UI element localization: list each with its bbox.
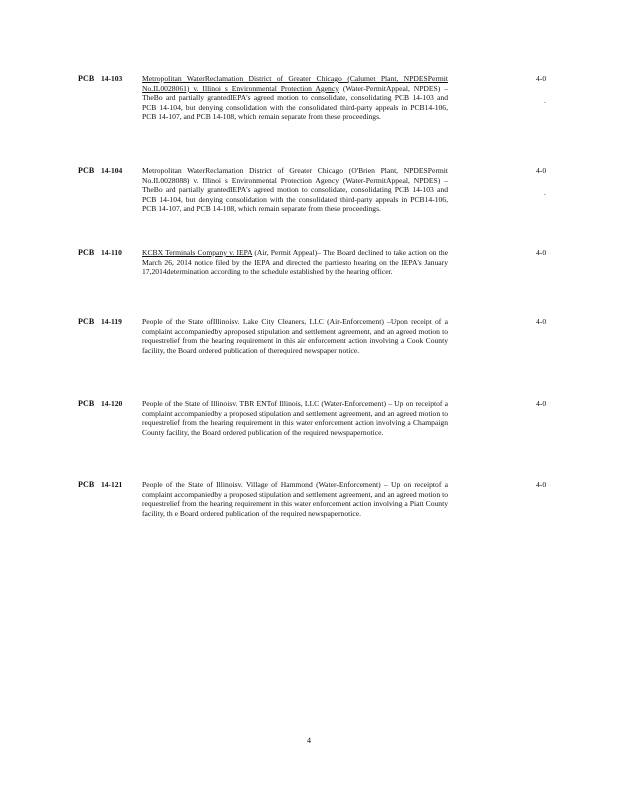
case-description-block	[142, 480, 448, 518]
case-description-block	[142, 74, 448, 122]
vote-mark: .	[544, 97, 546, 105]
case-description: (Water-PermitAppeal, NPDES) –TheBo ard partially grantedIEPA's agreed motion to consolidate, consolidating PCB 14-103 and PCB 14-104, but denying consolidation with the consolidated third-party appeals in PCB14-106, PCB 14-107, and PCB 14-108, which remain separate from these proceedings.	[142, 175, 448, 214]
vote-tally: 4-0	[536, 399, 547, 408]
vote-tally: 4-0	[536, 317, 547, 326]
case-number: 14-120	[101, 399, 123, 408]
case-caption: People of the State of Illinoisv. Village of Hammond	[142, 480, 313, 489]
case-description-block	[142, 166, 448, 214]
vote-tally: 4-0	[536, 480, 547, 489]
case-number: 14-119	[101, 317, 122, 326]
case-caption: Metropolitan WaterReclamation District of Greater Chicago (Calumet Plant, NPDESPermit No.IL0028061) v. Illinoi s Environmental Protection Agency	[142, 74, 448, 93]
case-description: (Air, Permit Appeal)– The Board declined to take action on the March 26, 2014 notice filed by the IEPA and directed the partiesto hearing on the IEPA's January 17,2014determination according to the schedule established by the hearing officer.	[142, 248, 448, 277]
case-description: (Water-Enforcement) – Up on receiptof a complaint accompaniedby a proposed stipulation and settlement agreement, and an agreed motion to requestrelief from the hearing requirement in this water enforcement action involving a Champaign County facility, the Board ordered publication of the required newspapernotice.	[142, 399, 448, 437]
case-description: (Air-Enforcement) –Upon receipt of a complaint accompaniedby aproposed stipulation and settlement agreement, and an agreed motion to requestrelief from the hearing requirement in this air enforcement action involving a Cook County facility, the Board ordered publication of therequired newspaper notice.	[142, 317, 448, 355]
case-prefix: PCB	[78, 248, 95, 257]
case-description-block	[142, 248, 448, 277]
case-caption: Metropolitan WaterReclamation District of Greater Chicago (O'Brien Plant, NPDESPermit No.IL0028088) v. Illinoi s Environmental Protection Agency	[142, 166, 448, 185]
case-description-block	[142, 399, 448, 437]
case-description: (Water-PermitAppeal, NPDES) –TheBo ard partially grantedIEPA's agreed motion to consolidate, consolidating PCB 14-103 and PCB 14-104, but denying consolidation with the consolidated third-party appeals in PCB14-106, PCB 14-107, and PCB 14-108, which remain separate from these proceedings.	[142, 83, 448, 122]
vote-tally: 4-0	[536, 166, 547, 175]
vote-tally: 4-0	[536, 74, 547, 83]
case-number: 14-103	[101, 74, 123, 83]
vote-mark: .	[544, 189, 546, 197]
case-prefix: PCB	[78, 166, 95, 175]
case-prefix: PCB	[78, 480, 95, 489]
case-description-block	[142, 317, 448, 355]
case-number: 14-104	[101, 166, 123, 175]
vote-tally: 4-0	[536, 248, 547, 257]
page-number: 4	[307, 736, 311, 745]
case-description: (Water-Enforcement) – Up on receiptof a complaint accompaniedby a proposed stipulation and settlement agreement, and an agreed motion to requestrelief from the hearing requirement in this water enforcement action involving a Piatt County facility, th e Board ordered publication of the required newspapernotice.	[142, 480, 449, 518]
case-caption: People of the State ofIllinoisv. Lake City Cleaners, LLC	[142, 317, 324, 326]
case-caption: People of the State of Illinoisv. TBR ENTof Illinois, LLC	[142, 399, 320, 408]
case-prefix: PCB	[78, 74, 95, 83]
case-prefix: PCB	[78, 317, 95, 326]
case-caption: KCBX Terminals Company v. IEPA	[142, 248, 253, 257]
case-prefix: PCB	[78, 399, 95, 408]
case-number: 14-121	[101, 480, 123, 489]
case-number: 14-110	[101, 248, 122, 257]
